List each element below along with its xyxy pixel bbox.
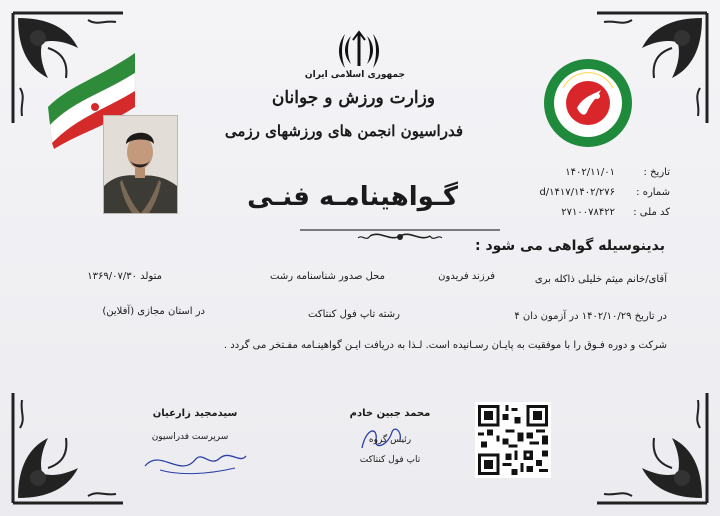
certify-intro: بدینوسیله گواهی می شود : <box>474 238 665 254</box>
number-label: شماره : <box>636 187 670 198</box>
federation-title: فدراسیون انجمن های ورزشهای رزمی <box>224 122 463 140</box>
exam-info: در تاریخ ۱۴۰۲/۱۰/۲۹ در آزمون دان ۴ <box>514 311 667 322</box>
national-code-value: ۲۷۱۰۰۷۸۴۲۲ <box>561 207 615 218</box>
birthdate: متولد ۱۳۶۹/۰۷/۳۰ <box>87 271 162 282</box>
birthplace: محل صدور شناسنامه رشت <box>270 271 385 282</box>
middle-signer-title: رئیس گروه <box>368 435 412 445</box>
national-code-label: کد ملی : <box>633 207 670 218</box>
verification-qr-code[interactable] <box>475 402 551 478</box>
left-signer-title: سرپرست فدراسیون <box>151 432 229 442</box>
iran-emblem-icon <box>337 30 381 70</box>
left-signature <box>140 438 250 480</box>
discipline: رشته تاپ فول کنتاکت <box>307 309 400 320</box>
date-value: ۱۴۰۲/۱۱/۰۱ <box>565 167 615 178</box>
province: در استان مجازی (آفلاین) <box>102 306 205 317</box>
corner-ornament-bottom-left <box>8 388 128 508</box>
corner-ornament-bottom-right <box>592 388 712 508</box>
left-signer-name: سیدمجید زارعیان <box>152 408 238 419</box>
middle-signer-sub: تاپ فول کنتاکت <box>359 455 421 465</box>
closing-statement: شرکت و دوره فـوق را با موفقیت به پایـان رسـانیده است. لـذا به دریافت ایـن گواهینـامه مفـتخر می گردد . <box>223 340 667 351</box>
number-value: ۱۴۰۲/۲۷۶/d/۱۴۱۷ <box>539 187 615 198</box>
holder-photo <box>103 115 178 214</box>
holder-name: آقای/خانم میثم خلیلی ذاکله بری <box>534 274 667 285</box>
ministry-title: وزارت ورزش و جوانان <box>271 88 435 108</box>
republic-title: جمهوری اسلامی ایران <box>304 70 405 80</box>
middle-signer-name: محمد جبین خادم <box>349 408 431 419</box>
date-label: تاریخ : <box>643 167 670 178</box>
certificate-title: گـواهینامـه فنـی <box>247 182 458 212</box>
father-name: فرزند فریدون <box>438 271 495 282</box>
federation-logo <box>543 58 633 148</box>
